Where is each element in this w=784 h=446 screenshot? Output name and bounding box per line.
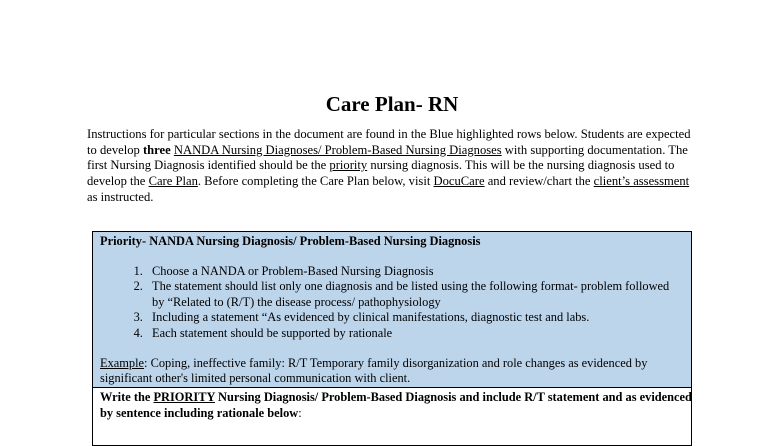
client-assessment-link[interactable]: client’s assessment <box>593 174 690 189</box>
intro-text-2: with supporting documentation. The first Nursing Diagnosis identified should be the <box>87 142 688 173</box>
list-item: 1. Choose a NANDA or Problem-Based Nursing Diagnosis <box>146 264 684 280</box>
priority-instructions-row <box>93 232 691 388</box>
priority-section-header: Priority- NANDA Nursing Diagnosis/ Problem-Based Nursing Diagnosis <box>100 234 481 248</box>
nanda-diagnoses-link[interactable]: NANDA Nursing Diagnoses/ Problem-Based Nursing Diagnoses <box>173 142 502 157</box>
intro-text-6: as instructed. <box>87 189 154 204</box>
example-text: : Coping, ineffective family: R/T Temporary family disorganization and role changes as evidenced by significant other's limited personal communication with client. <box>100 355 648 386</box>
list-item: 4. Each statement should be supported by rationale <box>146 326 684 342</box>
intro-text-4: . Before completing the Care Plan below, visit <box>197 174 434 189</box>
write-diagnosis-row[interactable]: Write the PRIORITY Nursing Diagnosis/ Problem-Based Diagnosis and include R/T statement and as evidenced by sentence including rationale below: <box>100 390 692 420</box>
page-title: Care Plan- RN <box>325 92 459 116</box>
example-paragraph <box>100 356 684 387</box>
care-plan-table <box>92 231 692 446</box>
care-plan-link[interactable]: Care Plan <box>148 174 198 189</box>
priority-emphasis: PRIORITY <box>153 390 215 404</box>
intro-text-1: Instructions for particular sections in the document are found in the Blue highlighted rows below. Students are expected to develop <box>87 127 691 157</box>
priority-text: priority <box>329 158 368 173</box>
instruction-list <box>100 264 684 342</box>
list-item: 2. The statement should list only one diagnosis and be listed using the following format- problem followed by “Related to (R/T) the disease process/ pathophysiology <box>146 279 684 310</box>
intro-three: three <box>142 142 171 157</box>
instructions-paragraph <box>87 127 697 206</box>
docucare-link[interactable]: DocuCare <box>433 174 485 189</box>
intro-text-3: nursing diagnosis. This will be the nursing diagnosis used to develop the <box>87 158 675 189</box>
example-label: Example <box>100 355 145 370</box>
intro-text-5: and review/chart the <box>484 174 594 189</box>
list-item: 3. Including a statement “As evidenced by clinical manifestations, diagnostic test and labs. <box>146 310 684 326</box>
